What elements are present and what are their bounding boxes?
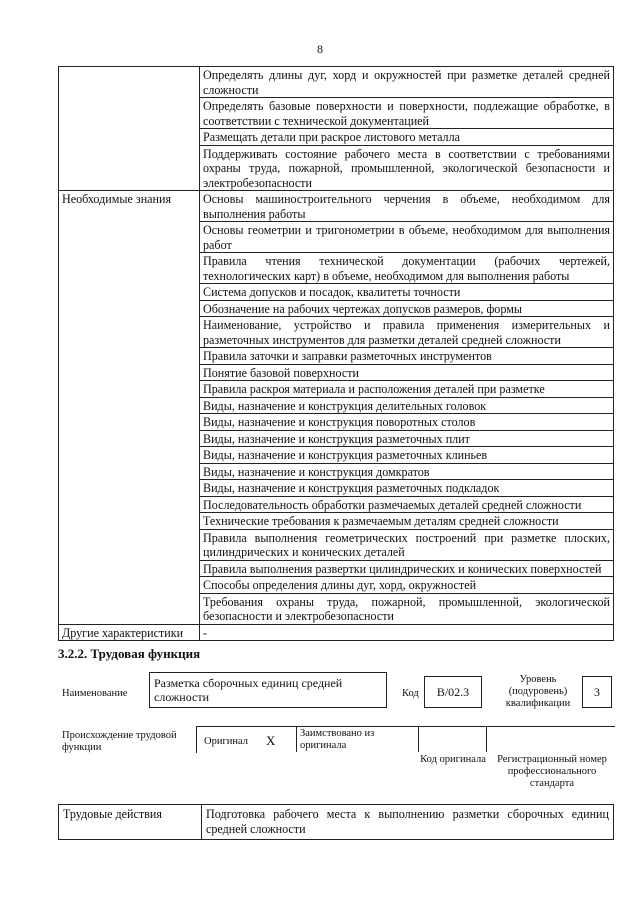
labor-actions-table xyxy=(58,804,614,840)
table-row xyxy=(59,129,614,146)
knowledge-label-cell xyxy=(59,381,200,398)
table-row xyxy=(59,364,614,381)
skill-item: Определять длины дуг, хорд и окружностей при разметке деталей средней сложности xyxy=(200,67,614,98)
table-row xyxy=(59,300,614,317)
table-row xyxy=(59,253,614,284)
code-label: Код xyxy=(402,688,419,699)
divider xyxy=(486,726,487,752)
knowledge-label-cell xyxy=(59,253,200,284)
knowledge-label-cell xyxy=(59,397,200,414)
table-row xyxy=(59,560,614,577)
qualification-level-value: 3 xyxy=(582,676,612,708)
table-row xyxy=(59,529,614,560)
knowledge-item: Способы определения длины дуг, хорд, окружностей xyxy=(200,577,614,594)
divider xyxy=(418,726,419,752)
table-row xyxy=(59,98,614,129)
knowledge-item: Виды, назначение и конструкция домкратов xyxy=(200,463,614,480)
knowledge-item: Виды, назначение и конструкция разметочных подкладок xyxy=(200,480,614,497)
table-row xyxy=(59,191,614,222)
table-row xyxy=(59,348,614,365)
knowledge-label-cell xyxy=(59,496,200,513)
name-value: Разметка сборочных единиц средней сложности xyxy=(149,672,387,708)
knowledge-label-cell xyxy=(59,300,200,317)
table-row xyxy=(59,463,614,480)
knowledge-label-cell xyxy=(59,348,200,365)
skills-label-cell xyxy=(59,67,200,98)
knowledge-label-cell xyxy=(59,222,200,253)
knowledge-item: Понятие базовой поверхности xyxy=(200,364,614,381)
knowledge-label-cell xyxy=(59,364,200,381)
original-label: Оригинал xyxy=(204,736,248,747)
skills-label-cell xyxy=(59,129,200,146)
table-row xyxy=(59,805,614,840)
table-row xyxy=(59,414,614,431)
skills-label-cell xyxy=(59,145,200,191)
knowledge-item: Виды, назначение и конструкция разметочных плит xyxy=(200,430,614,447)
skills-label-cell xyxy=(59,98,200,129)
table-row xyxy=(59,397,614,414)
knowledge-item: Основы геометрии и тригонометрии в объеме, необходимом для выполнения работ xyxy=(200,222,614,253)
knowledge-item: Последовательность обработки размечаемых деталей средней сложности xyxy=(200,496,614,513)
table-row xyxy=(59,145,614,191)
page-number: 8 xyxy=(317,42,323,56)
section-heading: 3.2.2. Трудовая функция xyxy=(58,646,201,661)
registration-number-label: Регистрационный номер профессионального стандарта xyxy=(497,754,607,789)
knowledge-label-cell xyxy=(59,593,200,624)
other-characteristics-label: Другие характеристики xyxy=(59,624,200,641)
knowledge-label-cell xyxy=(59,513,200,530)
origin-label: Происхождение трудовой функции xyxy=(62,730,177,753)
table-row xyxy=(59,381,614,398)
knowledge-label-cell xyxy=(59,463,200,480)
qualification-level-label: Уровень (подуровень) квалификации xyxy=(505,674,571,709)
knowledge-label-cell xyxy=(59,577,200,594)
skill-item: Поддерживать состояние рабочего места в соответствии с требованиями охраны труда, пожарной, промышленной, экологической безопасности и электробезопасности xyxy=(200,145,614,191)
table-row xyxy=(59,577,614,594)
knowledge-label-cell xyxy=(59,560,200,577)
labor-actions-value: Подготовка рабочего места к выполнению разметки сборочных единиц средней сложности xyxy=(202,805,614,840)
knowledge-item: Виды, назначение и конструкция поворотных столов xyxy=(200,414,614,431)
divider xyxy=(296,726,297,752)
knowledge-label-cell xyxy=(59,447,200,464)
knowledge-label-cell xyxy=(59,414,200,431)
knowledge-item: Обозначение на рабочих чертежах допусков размеров, формы xyxy=(200,300,614,317)
knowledge-item: Правила выполнения развертки цилиндрических и конических поверхностей xyxy=(200,560,614,577)
table-row xyxy=(59,430,614,447)
original-mark: X xyxy=(266,733,276,748)
table-row xyxy=(59,513,614,530)
knowledge-label: Необходимые знания xyxy=(59,191,200,222)
code-original-label: Код оригинала xyxy=(420,754,486,765)
table-row xyxy=(59,624,614,641)
knowledge-item: Требования охраны труда, пожарной, промышленной, экологической безопасности и электробезопасности xyxy=(200,593,614,624)
table-row xyxy=(59,480,614,497)
skill-item: Определять базовые поверхности и поверхности, подлежащие обработке, в соответствии с технической документацией xyxy=(200,98,614,129)
knowledge-item: Основы машиностроительного черчения в объеме, необходимом для выполнения работы xyxy=(200,191,614,222)
knowledge-item: Правила заточки и заправки разметочных инструментов xyxy=(200,348,614,365)
table-row xyxy=(59,496,614,513)
knowledge-label-cell xyxy=(59,284,200,301)
skill-item: Размещать детали при раскрое листового металла xyxy=(200,129,614,146)
knowledge-item: Правила раскроя материала и расположения деталей при разметке xyxy=(200,381,614,398)
table-row xyxy=(59,593,614,624)
knowledge-item: Технические требования к размечаемым деталям средней сложности xyxy=(200,513,614,530)
requirements-table xyxy=(58,66,614,641)
knowledge-label-cell xyxy=(59,317,200,348)
knowledge-item: Система допусков и посадок, квалитеты точности xyxy=(200,284,614,301)
knowledge-item: Наименование, устройство и правила применения измерительных и разметочных инструментов для разметки деталей средней сложности xyxy=(200,317,614,348)
name-label: Наименование xyxy=(62,688,128,699)
other-characteristics-value: - xyxy=(200,624,614,641)
knowledge-item: Правила чтения технической документации (рабочих чертежей, технологических карт) в объеме, необходимом для выполнения работы xyxy=(200,253,614,284)
table-row xyxy=(59,447,614,464)
code-value: B/02.3 xyxy=(424,676,482,708)
borrowed-label: Заимствовано из оригинала xyxy=(300,728,375,751)
table-row xyxy=(59,317,614,348)
table-row xyxy=(59,222,614,253)
knowledge-item: Виды, назначение и конструкция делительных головок xyxy=(200,397,614,414)
knowledge-label-cell xyxy=(59,480,200,497)
knowledge-label-cell xyxy=(59,529,200,560)
table-row xyxy=(59,284,614,301)
knowledge-label-cell xyxy=(59,430,200,447)
knowledge-item: Правила выполнения геометрических построений при разметке плоских, цилиндрических и конических деталей xyxy=(200,529,614,560)
labor-actions-label: Трудовые действия xyxy=(59,805,202,840)
table-row xyxy=(59,67,614,98)
knowledge-item: Виды, назначение и конструкция разметочных клиньев xyxy=(200,447,614,464)
